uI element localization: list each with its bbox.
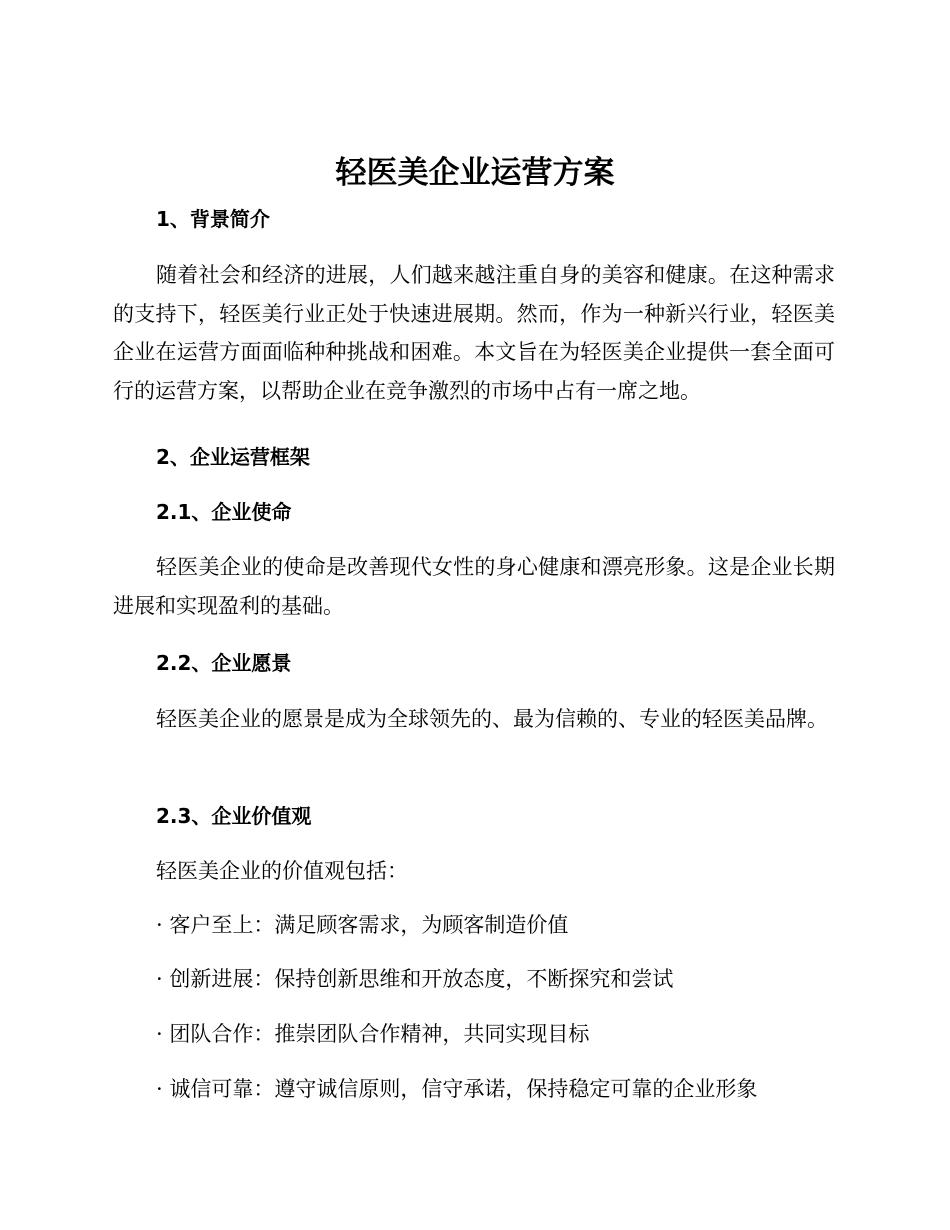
list-item: · 团队合作：推崇团队合作精神，共同实现目标 bbox=[156, 1022, 590, 1046]
paragraph-vision: 轻医美企业的愿景是成为全球领先的、最为信赖的、专业的轻医美品牌。 bbox=[156, 707, 828, 731]
list-item: · 诚信可靠：遵守诚信原则，信守承诺，保持稳定可靠的企业形象 bbox=[156, 1077, 758, 1101]
section-heading-framework: 2、企业运营框架 bbox=[156, 445, 310, 469]
document-title: 轻医美企业运营方案 bbox=[335, 155, 615, 191]
subsection-heading-mission: 2.1、企业使命 bbox=[156, 500, 292, 524]
paragraph-mission: 轻医美企业的使命是改善现代女性的身心健康和漂亮形象。这是企业长期进展和实现盈利的基础。 bbox=[113, 555, 835, 618]
paragraph-background: 随着社会和经济的进展，人们越来越注重自身的美容和健康。在这种需求的支持下，轻医美行业正处于快速进展期。然而，作为一种新兴行业，轻医美企业在运营方面面临种种挑战和困难。本文旨在为轻医美企业提供一套全面可行的运营方案，以帮助企业在竞争激烈的市场中占有一席之地。 bbox=[113, 263, 835, 403]
subsection-heading-values: 2.3、企业价值观 bbox=[156, 804, 312, 828]
list-item: · 创新进展：保持创新思维和开放态度，不断探究和尝试 bbox=[156, 967, 674, 991]
subsection-heading-vision: 2.2、企业愿景 bbox=[156, 651, 292, 675]
section-heading-background: 1、背景简介 bbox=[156, 207, 270, 231]
list-item: · 客户至上：满足顾客需求，为顾客制造价值 bbox=[156, 913, 569, 937]
values-intro: 轻医美企业的价值观包括： bbox=[156, 859, 408, 883]
